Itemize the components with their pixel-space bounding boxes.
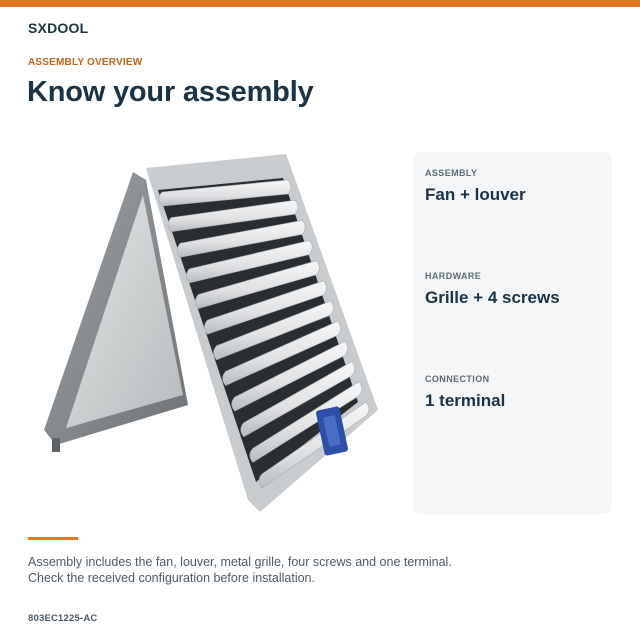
description	[28, 554, 452, 586]
product-image	[38, 140, 398, 520]
section-eyebrow: ASSEMBLY OVERVIEW	[28, 57, 143, 68]
top-accent-bar	[0, 0, 640, 7]
description-line: Check the received configuration before installation.	[28, 571, 315, 585]
spec-label: CONNECTION	[425, 374, 490, 384]
spec-value: Grille + 4 screws	[425, 288, 560, 307]
fan-louver-illustration	[38, 140, 398, 520]
brand-logo: SXDOOL	[28, 20, 89, 36]
housing-foot	[52, 438, 60, 452]
spec-hardware	[425, 271, 560, 308]
spec-label: ASSEMBLY	[425, 168, 478, 178]
page-title: Know your assembly	[27, 76, 314, 108]
spec-value: 1 terminal	[425, 391, 506, 410]
spec-card	[413, 152, 612, 514]
description-line: Assembly includes the fan, louver, metal grille, four screws and one terminal.	[28, 555, 452, 569]
accent-divider	[28, 537, 78, 540]
spec-assembly	[425, 168, 526, 205]
product-code: 803EC1225-AC	[28, 613, 98, 624]
spec-connection	[425, 374, 505, 411]
spec-value: Fan + louver	[425, 185, 526, 204]
spec-label: HARDWARE	[425, 271, 482, 281]
